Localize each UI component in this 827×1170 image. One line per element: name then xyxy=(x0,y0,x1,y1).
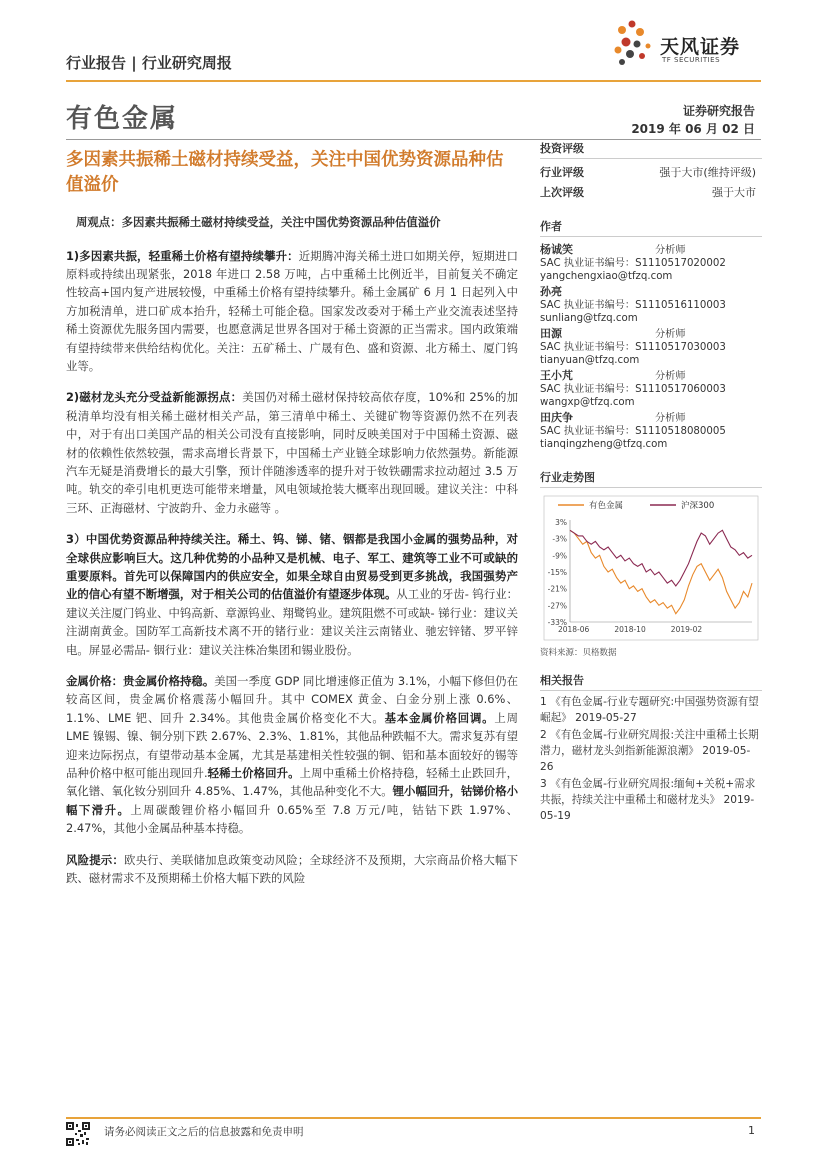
y-tick-label: -15% xyxy=(547,568,567,577)
legend-label: 有色金属 xyxy=(589,501,624,511)
author-name: 孙亮 xyxy=(540,285,562,298)
report-title: 多因素共振稀土磁材持续受益，关注中国优势资源品种估值溢价 xyxy=(66,150,504,195)
section-subheading: 基本金属价格回调。 xyxy=(384,710,495,725)
author-role: 分析师 xyxy=(655,245,686,256)
legend-label: 沪深300 xyxy=(681,501,715,511)
section-metal-prices xyxy=(66,672,518,838)
author-cert: SAC 执业证书编号：S1110517030003 xyxy=(540,342,726,353)
section-body: 近期腾冲海关稀土进口如期关停，短期进口原料或持续出现紧张，2018 年进口 2.58 万吨，占中重稀土比例近半，目前复关不确定性较高+国内复产进展较慢，中重稀土价格有望持续攀升。稀土金属矿 6 月 1 日起列入中方加税清单，进口矿成本抬升，轻稀土可能企稳。国家发改委对于稀土产业交流表述坚持稀土资源优先服务国内需要，也愿意满足世界各国对于稀土资源的正当需求。国内政策端有望持续带来供给结构优化。关注：五矿稀土、广晟有色、盛和资源、北方稀土、厦门钨业等。 xyxy=(66,248,518,373)
report-type: 证券研究报告 xyxy=(682,104,755,118)
author-entry xyxy=(540,243,762,283)
y-tick-label: 3% xyxy=(555,518,567,527)
section-body: 从工业的牙齿- 钨行业：建议关注厦门钨业、中钨高新、章源钨业、翔鹭钨业。建筑阻燃不可或缺- 锑行业：建议关注湖南黄金。国防军工高新技术离不开的锗行业：建议关注云南锗业、驰宏锌锗、罗平锌电。屏显必需品- 铟行业：建议关注株冶集团和锡业股份。 xyxy=(66,587,518,657)
rating-value: 强于大市(维持评级) xyxy=(659,166,756,179)
author-role: 分析师 xyxy=(655,371,686,382)
related-heading: 相关报告 xyxy=(540,672,762,691)
section-subheading: 轻稀土价格回升。 xyxy=(207,766,300,781)
trend-chart xyxy=(540,494,762,644)
x-tick-label: 2018-10 xyxy=(614,625,646,634)
rating-label: 行业评级 xyxy=(540,166,584,179)
author-heading: 作者 xyxy=(540,218,762,237)
y-tick-label: -21% xyxy=(547,584,567,594)
y-tick-label: -27% xyxy=(547,601,567,611)
section-body: 美国一季度 GDP 同比增速修正值为 3.1%，小幅下修但仍在较高区间，贵金属价格震荡小幅回升。其中 COMEX 黄金、白金分别上涨 0.6%、1.1%、LME 钯、回升 2.34%。其他贵金属价格变化不大。 xyxy=(66,674,518,725)
author-name: 王小芃 xyxy=(540,369,573,382)
author-name: 田源 xyxy=(540,327,562,340)
sector-title: 有色金属 xyxy=(66,104,179,134)
author-cert: SAC 执业证书编号：S1110518080005 xyxy=(540,426,726,437)
section-advantage-resources xyxy=(66,530,518,659)
related-item[interactable]: 1 《有色金属-行业专题研究:中国强势资源有望崛起》 2019-05-27 xyxy=(540,696,759,724)
related-item[interactable]: 3 《有色金属-行业研究周报:缅甸+关税+需求共振，持续关注中重稀土和磁材龙头》 2019-05-19 xyxy=(540,778,756,822)
x-tick-label: 2018-06 xyxy=(557,625,590,634)
author-entry xyxy=(540,327,762,367)
rating-heading: 投资评级 xyxy=(540,140,762,159)
logo-subtext: TF SECURITIES xyxy=(662,56,721,64)
section-subheading: 锂小幅回升，钴锑价格小幅下滑升。 xyxy=(66,784,518,817)
author-email[interactable]: sunliang@tfzq.com xyxy=(540,313,638,324)
rating-label: 上次评级 xyxy=(540,186,584,199)
page-number: 1 xyxy=(748,1124,755,1137)
author-name: 杨诚笑 xyxy=(540,243,573,256)
series-line xyxy=(570,530,752,586)
x-tick-label: 2019-02 xyxy=(670,625,703,634)
related-item[interactable]: 2 《有色金属-行业研究周报:关注中重稀土长期潜力，磁材龙头剑指新能源浪潮》 2019-05-26 xyxy=(540,729,759,773)
rating-value: 强于大市 xyxy=(712,186,756,199)
section-heading: 金属价格：贵金属价格持稳。 xyxy=(66,674,215,689)
section-heading: 风险提示： xyxy=(66,852,124,867)
qr-code-icon xyxy=(66,1122,90,1146)
y-tick-label: -33% xyxy=(547,618,567,627)
author-email[interactable]: tianyuan@tfzq.com xyxy=(540,355,640,366)
chart-source: 资料来源：贝格数据 xyxy=(540,648,617,658)
section-body: 上周碳酸锂价格小幅回升 0.65%至 7.8 万元/吨，钴钴下跌 1.97%、2.47%，其他小金属品种基本持稳。 xyxy=(66,802,518,836)
author-role: 分析师 xyxy=(655,413,686,424)
section-body: 欧央行、美联储加息政策变动风险；全球经济不及预期，大宗商品价格大幅下跌、磁材需求不及预期稀土价格大幅下跌的风险 xyxy=(66,852,518,886)
section-risk xyxy=(66,851,518,888)
author-email[interactable]: wangxp@tfzq.com xyxy=(540,397,635,408)
point-view: 周观点：多因素共振稀土磁材持续受益，关注中国优势资源品种估值溢价 xyxy=(76,215,441,229)
y-tick-label: -9% xyxy=(552,551,567,561)
logo-text: 天风证券 xyxy=(660,36,741,58)
trend-chart-svg xyxy=(540,494,762,644)
section-heading: 2)磁材龙头充分受益新能源拐点： xyxy=(66,390,243,405)
author-email[interactable]: yangchengxiao@tfzq.com xyxy=(540,271,673,282)
author-entry xyxy=(540,369,762,409)
author-role: 分析师 xyxy=(655,329,686,340)
author-email[interactable]: tianqingzheng@tfzq.com xyxy=(540,439,668,450)
y-tick-label: -3% xyxy=(552,534,567,544)
author-entry xyxy=(540,411,762,451)
author-cert: SAC 执业证书编号：S1110517020002 xyxy=(540,258,726,269)
series-line xyxy=(570,530,752,613)
author-name: 田庆争 xyxy=(540,411,573,424)
section-heading: 1)多因素共振，轻重稀土价格有望持续攀升： xyxy=(66,248,299,263)
section-body: 美国仍对稀土磁材保持较高依存度，10%和 25%的加税清单均没有相关稀土磁材相关产品，第三清单中稀土、关键矿物等资源仍然不在列表中，对于有出口美国产品的相关公司没有直接影响，同时反映美国对于中国稀土资源、磁材的依赖性依然较强，需求高增长背景下，中国稀土产业链全球影响力依然强势。新能源汽车无疑是消费增长的最大引擎，预计伴随渗透率的提升对于钕铁硼需求拉动超过 3.5 万吨。轨交的牵引电机更迭可能带来增量，风电领域抢装大概率出现回暖。建议关注：中科三环、正海磁材、宁波韵升、金力永磁等 。 xyxy=(66,390,518,515)
author-cert: SAC 执业证书编号：S1110516110003 xyxy=(540,300,726,311)
sidebar xyxy=(540,140,762,825)
section-magnets xyxy=(66,388,518,517)
section-heading: 3）中国优势资源品种持续关注。稀土、钨、锑、锗、铟都是我国小金属的强势品种，对全球供应影响巨大。这几种优势的小品种又是机械、电子、军工、建筑等工业不可或缺的重要原料。首先可以保障国内的供应安全，如果全球自由贸易受到更多挑战，我国强势产业的信心有望不断增强，对于相关公司的估值溢价有望逐步体现。 xyxy=(66,532,518,602)
section-body: 上周中重稀土价格持稳，轻稀土止跌回升，氧化镨、氧化钕分别回升 4.85%、1.47%，其他品种变化不大。 xyxy=(66,766,518,799)
rating-row xyxy=(540,182,762,202)
report-date: 2019 年 06 月 02 日 xyxy=(631,122,755,136)
main-content xyxy=(66,214,518,901)
author-cert: SAC 执业证书编号：S1110517060003 xyxy=(540,384,726,395)
header-divider xyxy=(66,80,761,82)
trend-heading: 行业走势图 xyxy=(540,469,762,488)
report-tag: 行业报告 | 行业研究周报 xyxy=(66,54,232,72)
related-list xyxy=(540,694,762,824)
section-rare-earth xyxy=(66,247,518,376)
rating-row xyxy=(540,162,762,182)
disclaimer-note: 请务必阅读正文之后的信息披露和免责申明 xyxy=(104,1126,304,1138)
footer-divider xyxy=(66,1117,761,1119)
author-entry xyxy=(540,285,762,325)
chart-frame xyxy=(544,496,758,640)
section-body: 上周 LME 镍锡、镍、铜分别下跌 2.67%、2.3%、1.81%，其他品种跌幅不大。需求复苏有望迎来边际拐点，有望带动基本金属，尤其是基建相关性较强的铜、铝和基本面较好的锡等品种价格中枢可能出现回升. xyxy=(66,710,518,781)
